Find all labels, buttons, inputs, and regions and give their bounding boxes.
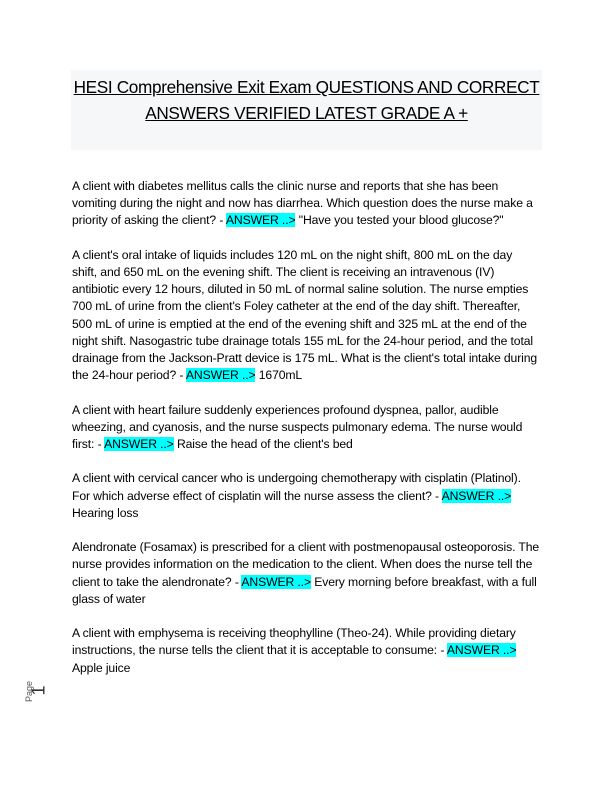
page-number: [22, 680, 49, 720]
question-text: A client with diabetes mellitus calls the clinic nurse and reports that she has been vomiting during the night and now has diarrhea. Which question does the nurse make a priority of asking the client? -: [72, 179, 533, 228]
qa-item-1: [72, 178, 540, 230]
answer-text: Every morning before breakfast, with a full glass of water: [72, 574, 537, 606]
answer-marker: ANSWER ..>: [441, 488, 512, 503]
answer-text: 1670mL: [255, 368, 303, 383]
qa-item-5: [72, 539, 540, 608]
answer-text: Hearing loss: [72, 505, 139, 520]
answer-text: "Have you tested your blood glucose?": [295, 213, 504, 228]
question-text: A client with cervical cancer who is undergoing chemotherapy with cisplatin (Platinol). For which adverse effect of cisplatin will the nurse assess the client? -: [72, 471, 521, 503]
title-line-1: HESI Comprehensive Exit Exam QUESTIONS AND CORRECT: [73, 77, 540, 97]
answer-marker: ANSWER ..>: [185, 368, 256, 383]
qa-item-2: [72, 247, 540, 385]
question-text: A client's oral intake of liquids includes 120 mL on the night shift, 800 mL on the day shift, and 650 mL on the evening shift. The client is receiving an intravenous (IV) antibiotic every 12 hours, diluted in 50 mL of normal saline solution. The nurse empties 700 mL of urine from the client's Foley catheter at the end of the day shift. Thereafter, 500 mL of urine is emptied at the end of the evening shift and 325 mL at the end of the night shift. Nasogastric tube drainage totals 155 mL for the 24-hour period, and the total drainage from the Jackson-Pratt device is 175 mL. What is the client's total intake during the 24-hour period? -: [72, 247, 538, 383]
answer-marker: ANSWER ..>: [241, 574, 311, 589]
question-text: Alendronate (Fosamax) is prescribed for a client with postmenopausal osteoporosis. The nurse provides information on the medication to the client. When does the nurse tell the client to take the alendronate? -: [72, 540, 540, 589]
qa-item-4: [72, 470, 540, 522]
answer-marker: ANSWER ..>: [446, 643, 517, 658]
page-number-value: 1: [28, 685, 49, 696]
page-label: Page: [24, 680, 34, 702]
qa-item-3: [72, 402, 540, 454]
answer-marker: ANSWER ..>: [225, 213, 296, 228]
document-title: [71, 70, 542, 150]
answer-text: Apple juice: [72, 660, 131, 675]
qa-list: [72, 178, 540, 694]
answer-marker: ANSWER ..>: [104, 437, 174, 452]
qa-item-6: [72, 625, 540, 677]
answer-text: Raise the head of the client's bed: [173, 437, 353, 452]
question-text: A client with heart failure suddenly experiences profound dyspnea, pallor, audible wheezing, and cyanosis, and the nurse suspects pulmonary edema. The nurse would first: -: [72, 402, 523, 452]
question-text: A client with emphysema is receiving theophylline (Theo-24). While providing dietary instructions, the nurse tells the client that it is acceptable to consume: -: [72, 626, 516, 658]
title-line-2: ANSWERS VERIFIED LATEST GRADE A +: [145, 103, 468, 123]
